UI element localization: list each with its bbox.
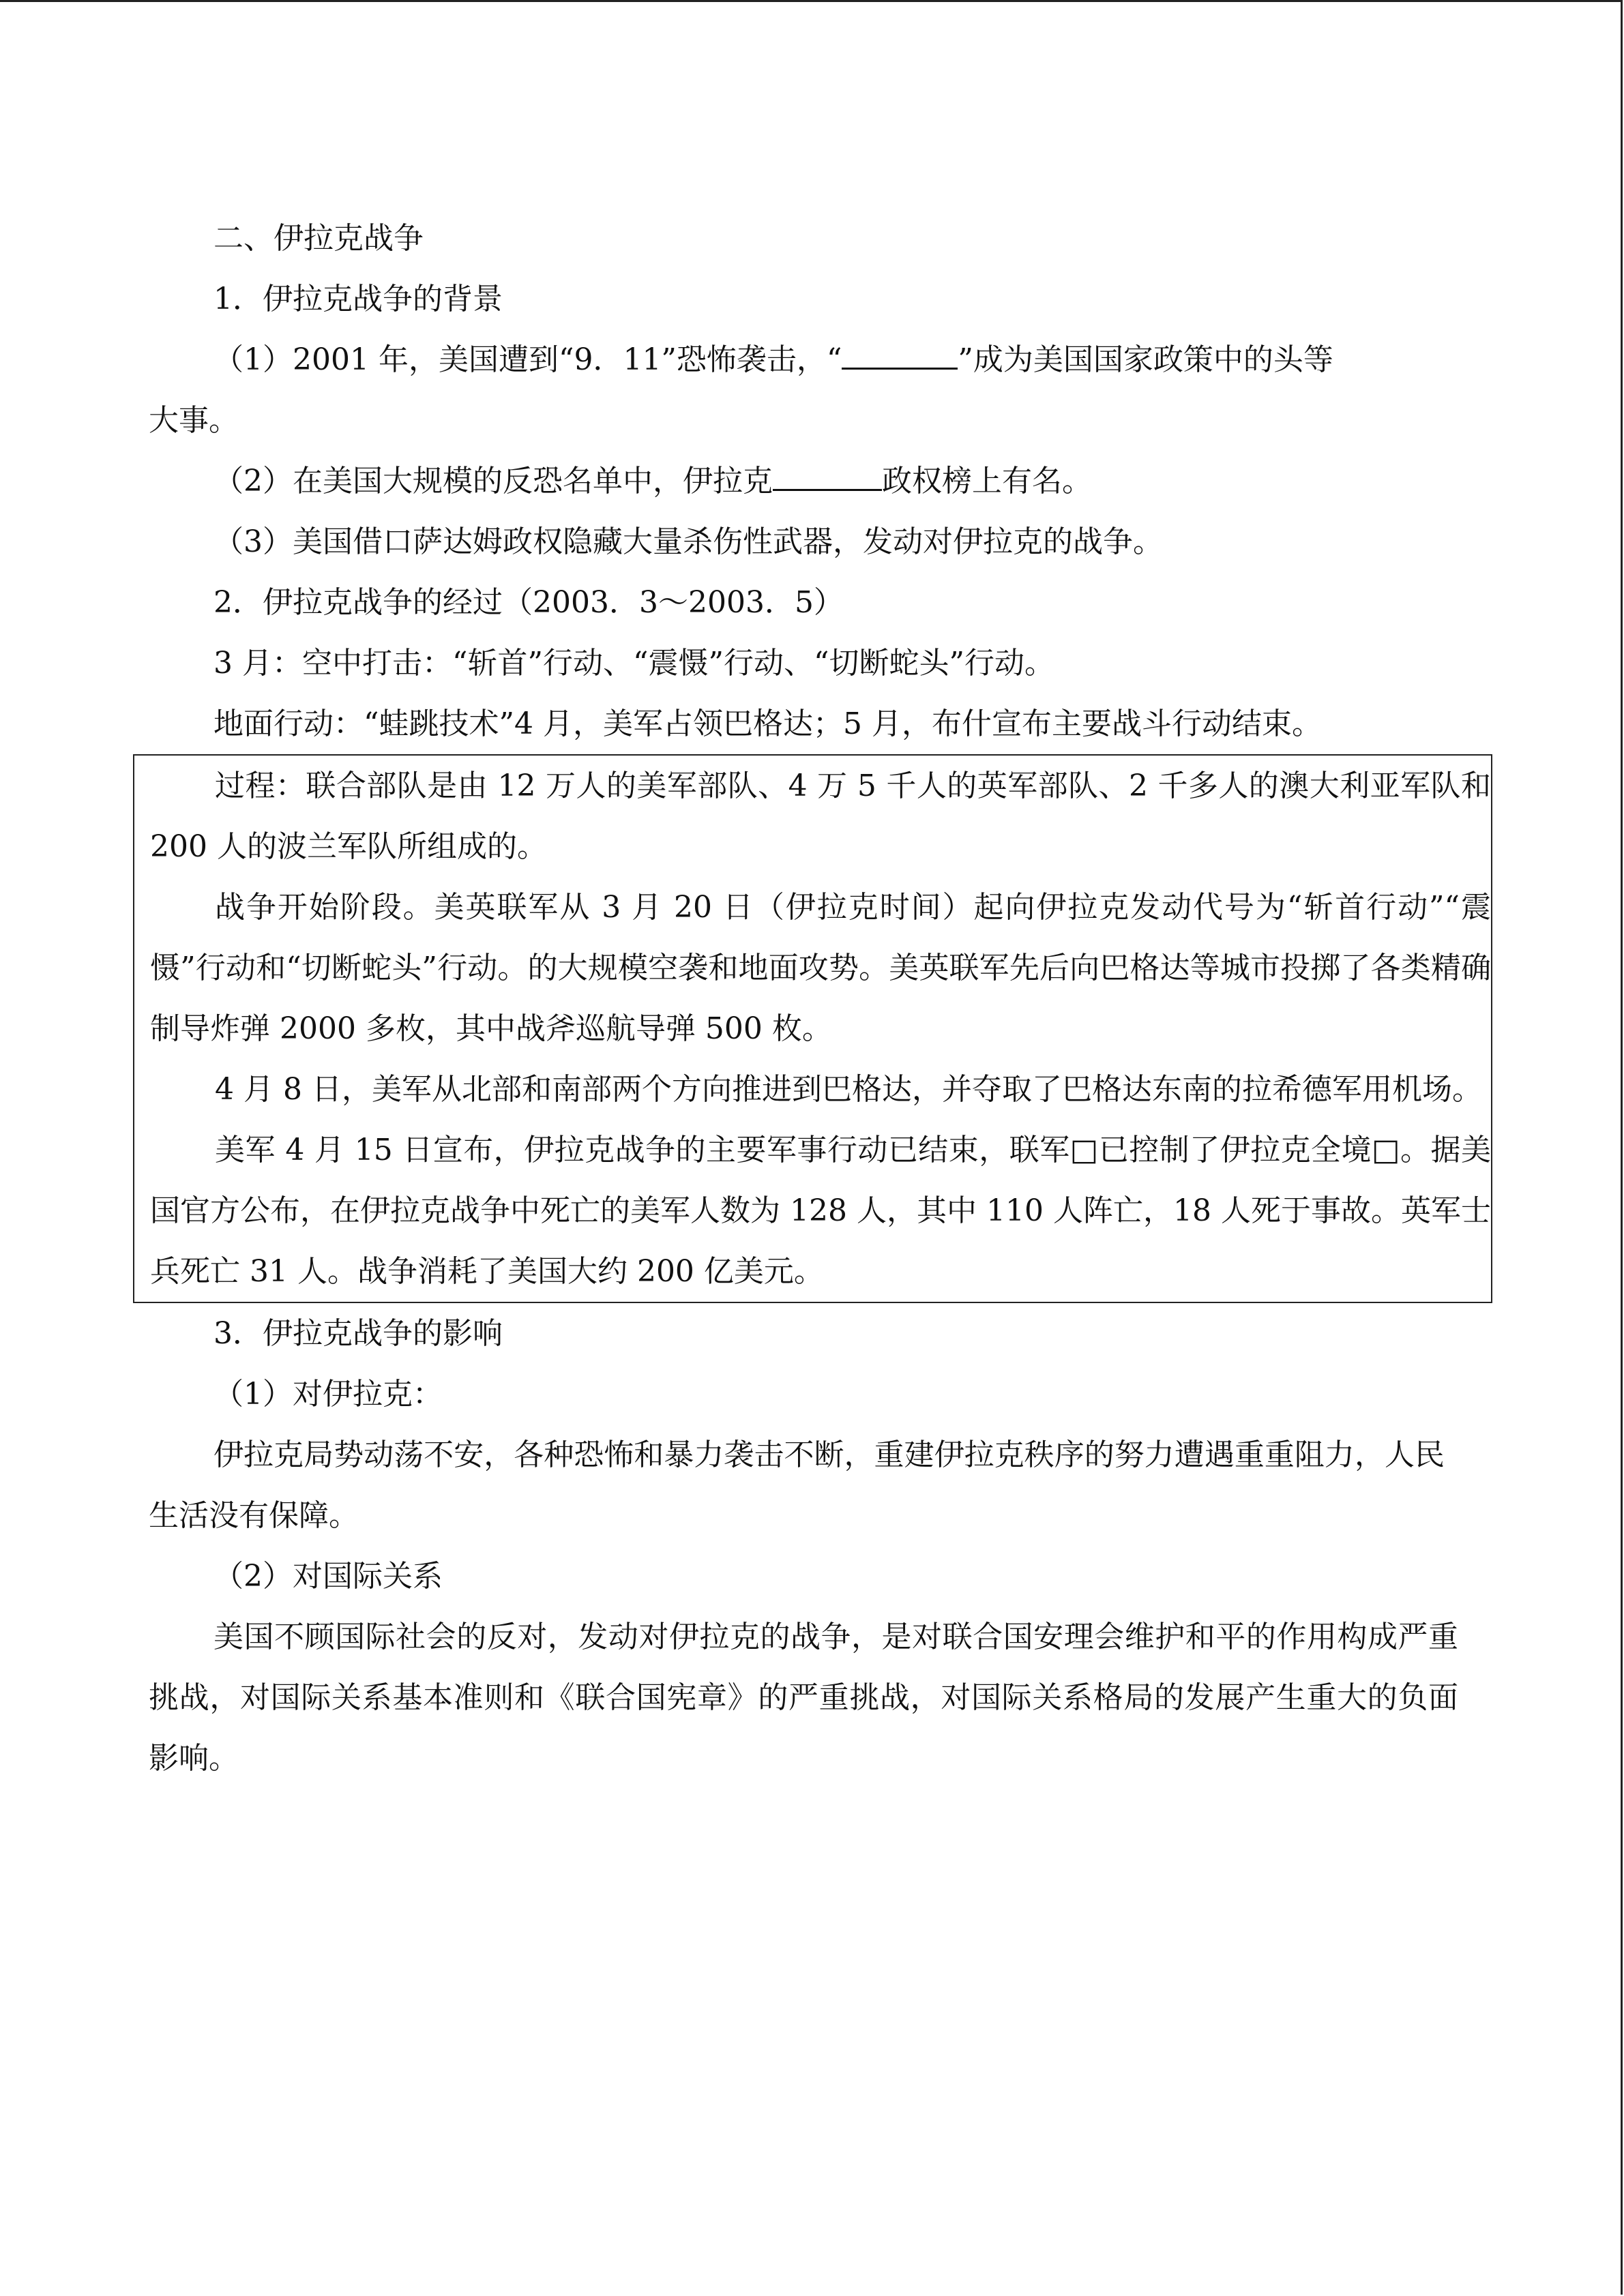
box-paragraph-4: 美军 4 月 15 日宣布，伊拉克战争的主要军事行动已结束，联军□已控制了伊拉克全境□。据美国官方公布，在伊拉克战争中死亡的美军人数为 128 人，其中 110 人阵亡，18 人死于事故。英军士兵死亡 31 人。战争消耗了美国大约 200 亿美元。 xyxy=(150,1133,1491,1289)
item1-text-after: ”成为美国国家政策中的头等 xyxy=(958,342,1333,377)
process-march: 3 月：空中打击：“斩首”行动、“震慑”行动、“切断蛇头”行动。 xyxy=(213,646,1054,681)
item1-text-before: （1）2001 年，美国遭到“9．11”恐怖袭击，“ xyxy=(213,342,842,377)
document-body xyxy=(149,208,1491,1789)
background-item-1 xyxy=(149,329,1486,390)
impact-iraq-text: 伊拉克局势动荡不安，各种恐怖和暴力袭击不断，重建伊拉克秩序的努力遭遇重重阻力，人民生活没有保障。 xyxy=(149,1437,1445,1533)
fill-blank-1[interactable] xyxy=(842,340,958,370)
process-ground: 地面行动：“蛙跳技术”4 月，美军占领巴格达；5 月，布什宣布主要战斗行动结束。 xyxy=(213,706,1322,741)
process-heading: 2．伊拉克战争的经过（2003．3～2003．5） xyxy=(213,585,844,620)
impact-intl-label: （2）对国际关系 xyxy=(213,1559,443,1594)
item2-text-before: （2）在美国大规模的反恐名单中，伊拉克 xyxy=(213,464,773,498)
box-paragraph-1: 过程：联合部队是由 12 万人的美军部队、4 万 5 千人的英军部队、2 千多人的澳大利亚军队和 200 人的波兰军队所组成的。 xyxy=(150,769,1491,864)
impact-heading: 3．伊拉克战争的影响 xyxy=(213,1316,503,1351)
box-paragraph-3: 4 月 8 日，美军从北部和南部两个方向推进到巴格达，并夺取了巴格达东南的拉希德军用机场。 xyxy=(215,1072,1482,1107)
background-heading: 1．伊拉克战争的背景 xyxy=(213,282,503,316)
background-item-2 xyxy=(149,451,1486,511)
background-item-1-continued: 大事。 xyxy=(149,403,239,438)
impact-iraq-label: （1）对伊拉克： xyxy=(213,1377,443,1412)
impact-intl-text: 美国不顾国际社会的反对，发动对伊拉克的战争，是对联合国安理会维护和平的作用构成严重挑战，对国际关系基本准则和《联合国宪章》的严重挑战，对国际关系格局的发展产生重大的负面影响。 xyxy=(149,1620,1458,1776)
process-detail-box xyxy=(133,754,1492,1303)
background-item-3: （3）美国借口萨达姆政权隐藏大量杀伤性武器，发动对伊拉克的战争。 xyxy=(213,524,1163,559)
section-title: 二、伊拉克战争 xyxy=(213,221,424,256)
fill-blank-2[interactable] xyxy=(773,462,882,491)
item2-text-after: 政权榜上有名。 xyxy=(882,464,1092,498)
box-paragraph-2: 战争开始阶段。美英联军从 3 月 20 日（伊拉克时间）起向伊拉克发动代号为“斩首行动”“震慑”行动和“切断蛇头”行动。的大规模空袭和地面攻势。美英联军先后向巴格达等城市投掷了各类精确制导炸弹 2000 多枚，其中战斧巡航导弹 500 枚。 xyxy=(150,890,1491,1046)
